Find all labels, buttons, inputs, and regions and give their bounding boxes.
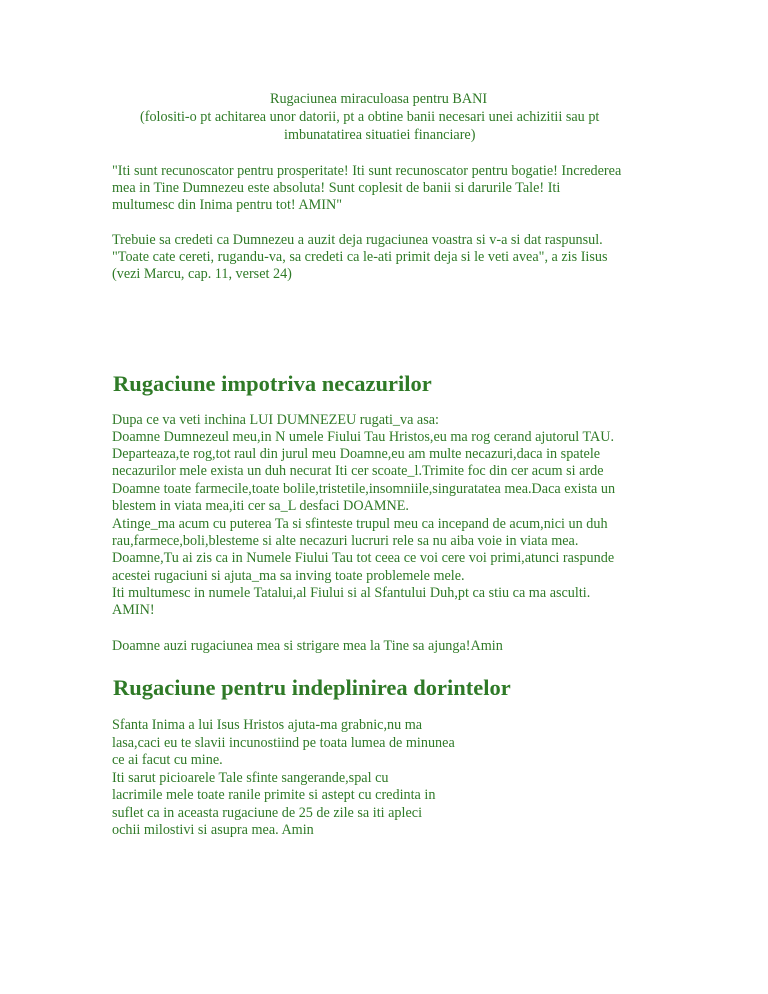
prayer-money-line-3: multumesc din Inima pentru tot! AMIN" xyxy=(112,197,342,213)
note-line-2: "Toate cate cereti, rugandu-va, sa credeti ca le-ati primit deja si le veti avea", a zis Iisus xyxy=(112,249,608,265)
section2-line: Iti sarut picioarele Tale sfinte sangerande,spal cu xyxy=(112,770,389,786)
section1-line: Doamne,Tu ai zis ca in Numele Fiului Tau tot ceea ce voi cere voi primi,atunci raspunde xyxy=(112,550,615,566)
section2-line: Sfanta Inima a lui Isus Hristos ajuta-ma grabnic,nu ma xyxy=(112,717,423,733)
section1-line: Atinge_ma acum cu puterea Ta si sfinteste trupul meu ca incepand de acum,nici un duh xyxy=(112,516,608,532)
note-line-1: Trebuie sa credeti ca Dumnezeu a auzit deja rugaciunea voastra si v-a si dat raspunsul. xyxy=(112,232,603,248)
section2-line: lasa,caci eu te slavii incunostiind pe toata lumea de minunea xyxy=(112,735,455,751)
section2-line: ochii milostivi si asupra mea. Amin xyxy=(112,822,314,838)
document-subtitle-line-2: imbunatatirea situatiei financiare) xyxy=(284,127,476,143)
prayer-money-line-2: mea in Tine Dumnezeu este absoluta! Sunt coplesit de banii si darurile Tale! Iti xyxy=(112,180,561,196)
section-heading-wishes: Rugaciune pentru indeplinirea dorintelor xyxy=(113,675,511,700)
prayer-money-line-1: "Iti sunt recunoscator pentru prosperitate! Iti sunt recunoscator pentru bogatie! Increderea xyxy=(112,163,622,179)
document-title: Rugaciunea miraculoasa pentru BANI xyxy=(270,91,488,107)
section1-line: Dupa ce va veti inchina LUI DUMNEZEU rugati_va asa: xyxy=(112,412,439,428)
section1-line: Iti multumesc in numele Tatalui,al Fiului si al Sfantului Duh,pt ca stiu ca ma asculti. xyxy=(112,585,591,601)
document-subtitle-line-1: (folositi-o pt achitarea unor datorii, pt a obtine banii necesari unei achizitii sau pt xyxy=(140,109,600,125)
section1-line: necazurilor mele exista un duh necurat Iti cer scoate_l.Trimite foc din cer acum si arde xyxy=(112,463,604,479)
section1-line: AMIN! xyxy=(112,602,155,618)
note-line-3: (vezi Marcu, cap. 11, verset 24) xyxy=(112,266,292,282)
section2-line: lacrimile mele toate ranile primite si astept cu credinta in xyxy=(112,787,436,803)
section1-line: Departeaza,te rog,tot raul din jurul meu Doamne,eu am multe necazuri,daca in spatele xyxy=(112,446,601,462)
section1-line: Doamne toate farmecile,toate bolile,tristetile,insomniile,singuratatea mea.Daca exista un xyxy=(112,481,616,497)
section2-line: suflet ca in aceasta rugaciune de 25 de zile sa iti apleci xyxy=(112,805,423,821)
section1-line: Doamne Dumnezeul meu,in N umele Fiului Tau Hristos,eu ma rog cerand ajutorul TAU. xyxy=(112,429,615,445)
section-heading-troubles: Rugaciune impotriva necazurilor xyxy=(113,371,432,396)
section1-closing: Doamne auzi rugaciunea mea si strigare mea la Tine sa ajunga!Amin xyxy=(112,638,503,654)
section2-line: ce ai facut cu mine. xyxy=(112,752,223,768)
section1-line: blestem in viata mea,iti cer sa_L desfaci DOAMNE. xyxy=(112,498,409,514)
section1-line: rau,farmece,boli,blesteme si alte necazuri lucruri rele sa nu aiba voie in viata mea. xyxy=(112,533,579,549)
section1-line: acestei rugaciuni si ajuta_ma sa inving toate problemele mele. xyxy=(112,568,465,584)
